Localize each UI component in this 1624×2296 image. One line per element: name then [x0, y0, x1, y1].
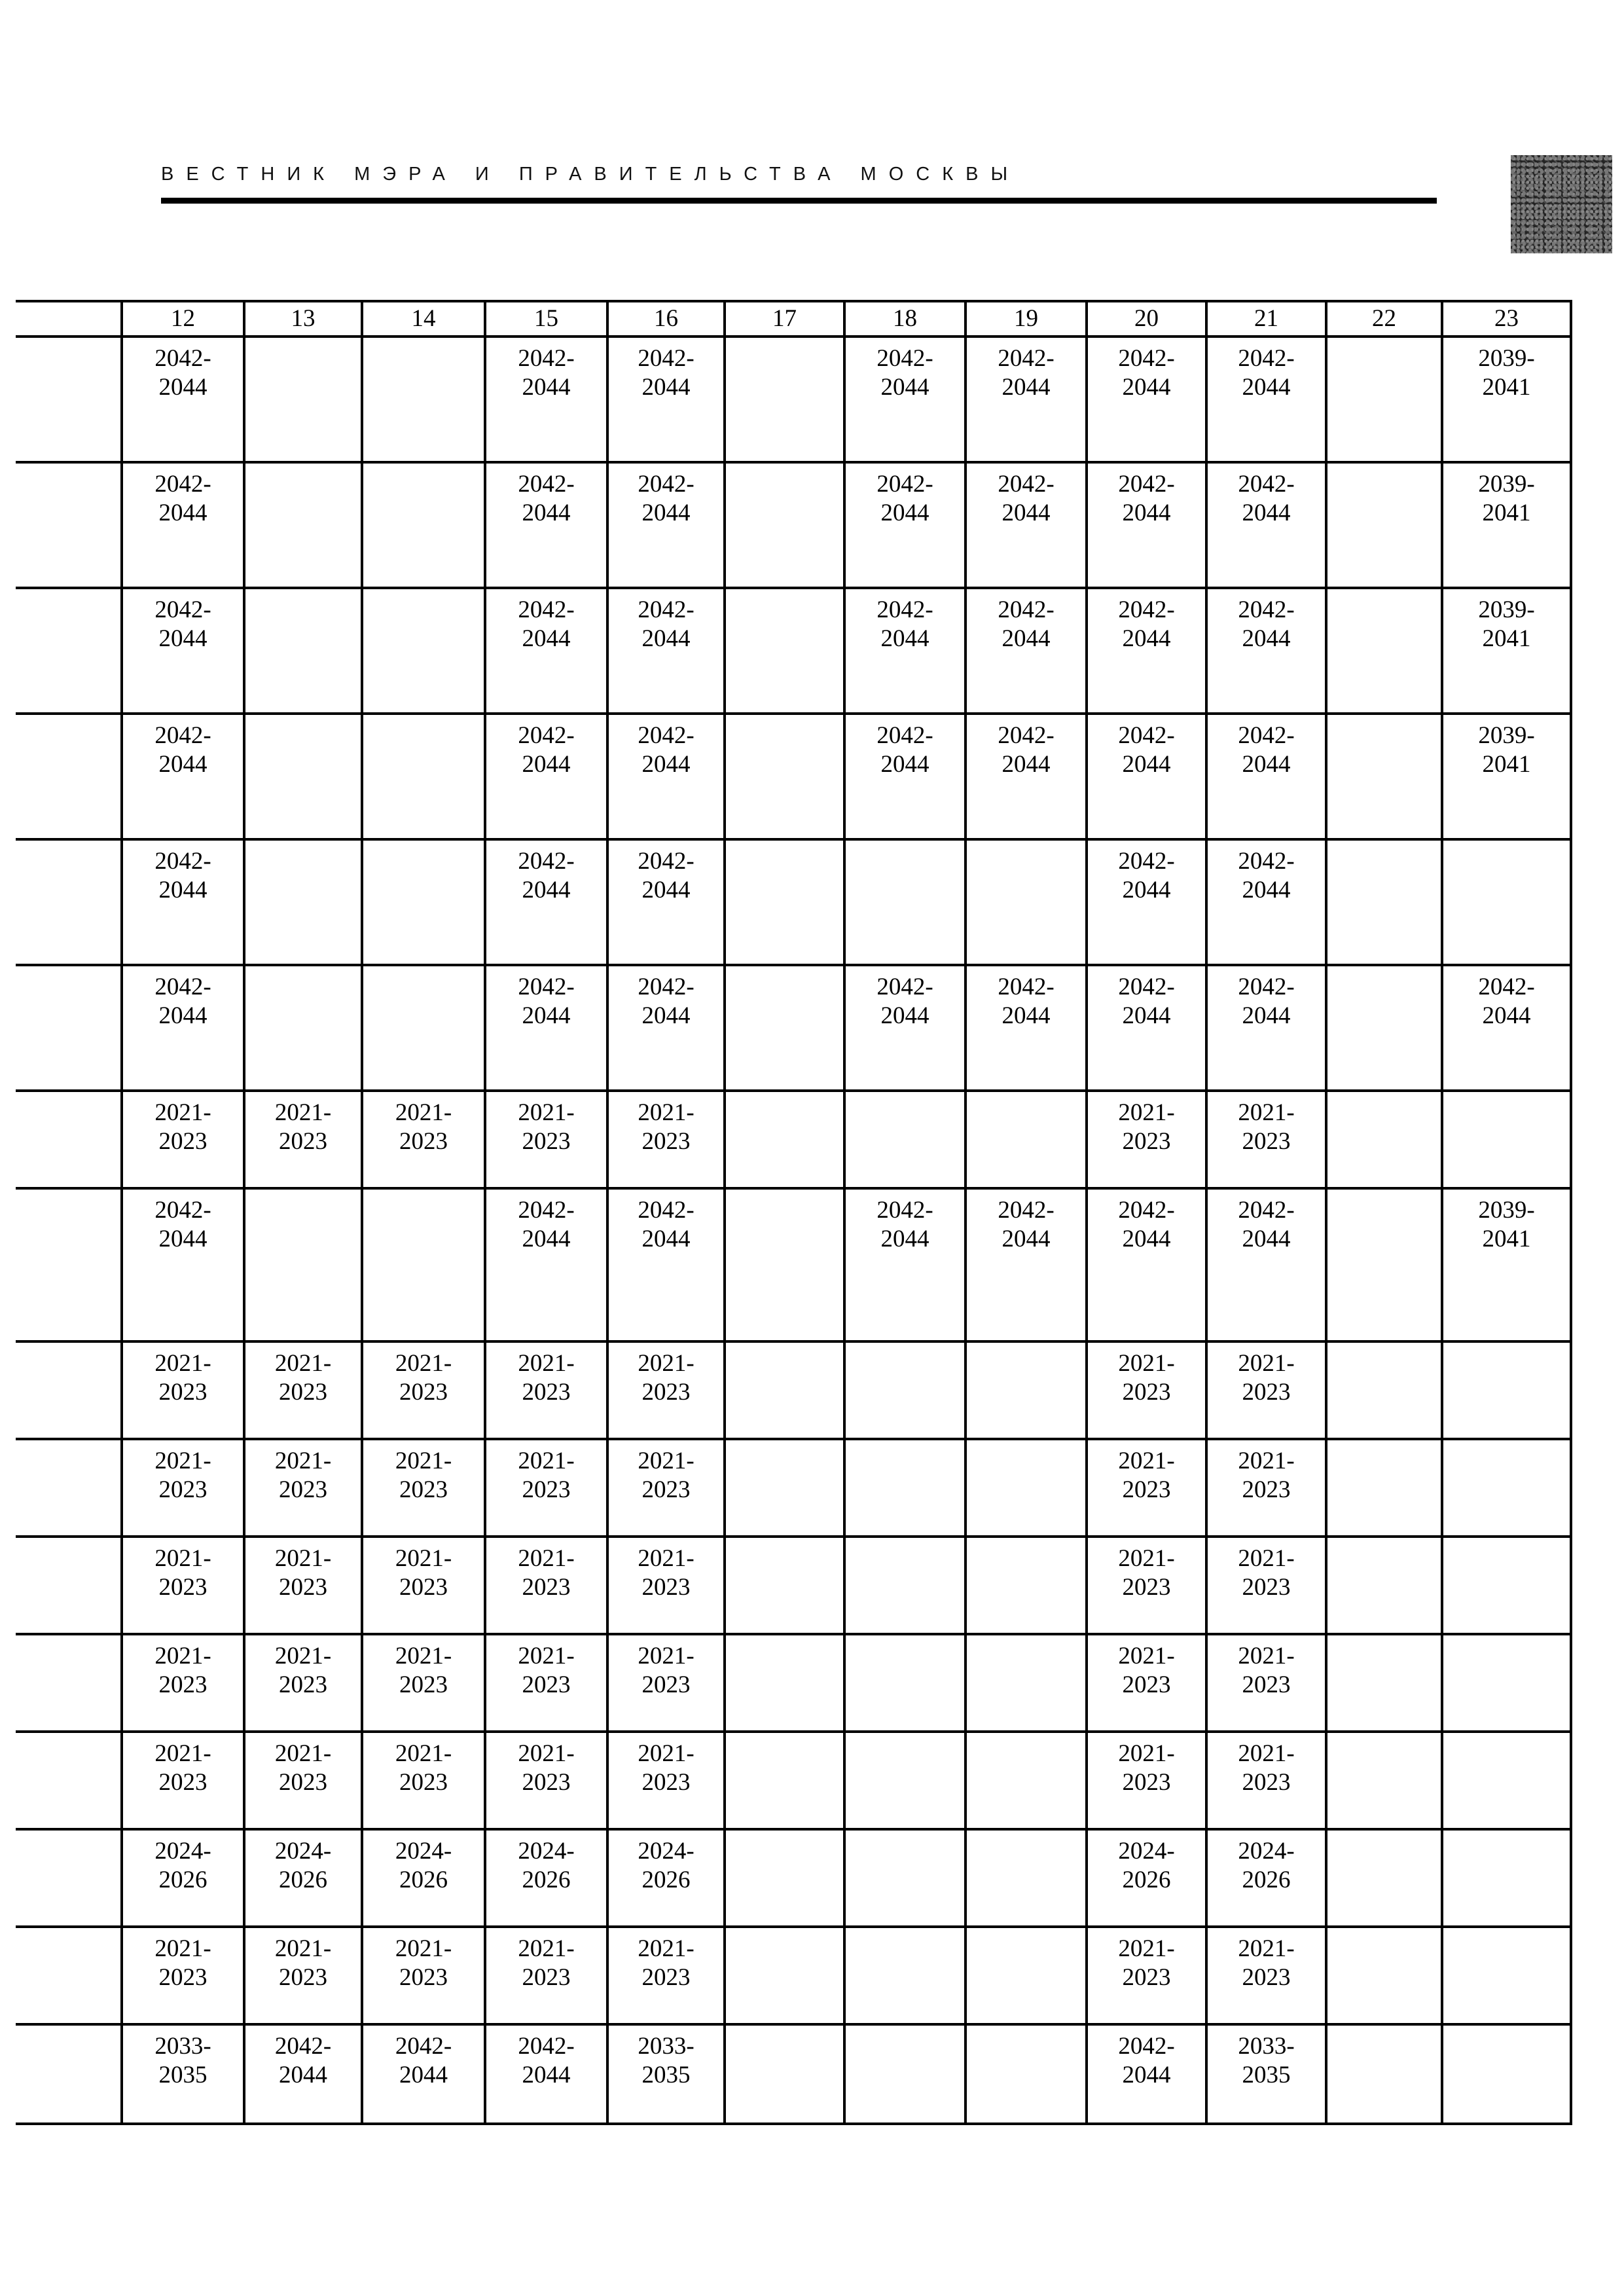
- table-cell: 2042- 2044: [485, 965, 607, 1091]
- table-cell: [362, 1188, 485, 1341]
- table-cell: 2042- 2044: [844, 714, 965, 839]
- table-cell: [16, 1927, 122, 2024]
- table-cell: [844, 2024, 965, 2124]
- column-header: 13: [244, 301, 362, 337]
- table-cell: 2021- 2023: [244, 1927, 362, 2024]
- table-cell: [16, 965, 122, 1091]
- table-cell: [244, 965, 362, 1091]
- table-cell: 2042- 2044: [122, 588, 244, 714]
- table-cell: [16, 714, 122, 839]
- table-cell: [1326, 588, 1442, 714]
- table-cell: [1326, 1634, 1442, 1732]
- schedule-table: [16, 300, 1572, 2125]
- table-cell: [1442, 1537, 1571, 1634]
- table-cell: 2042- 2044: [844, 462, 965, 588]
- table-cell: [725, 462, 844, 588]
- table-row: [16, 1439, 1571, 1537]
- table-cell: [1326, 839, 1442, 965]
- table-cell: [16, 337, 122, 462]
- table-cell: 2024- 2026: [607, 1829, 725, 1927]
- corner-thumb-tab: [1511, 155, 1612, 253]
- table-cell: [16, 1732, 122, 1829]
- table-cell: [965, 1439, 1087, 1537]
- table-cell: 2021- 2023: [1206, 1732, 1326, 1829]
- table-cell: 2042- 2044: [485, 714, 607, 839]
- table-cell: [16, 462, 122, 588]
- table-cell: 2042- 2044: [965, 965, 1087, 1091]
- table-cell: [362, 462, 485, 588]
- table-cell: [844, 1829, 965, 1927]
- table-cell: [725, 1732, 844, 1829]
- table-cell: 2042- 2044: [1087, 462, 1206, 588]
- column-header: 19: [965, 301, 1087, 337]
- table-cell: 2039- 2041: [1442, 588, 1571, 714]
- table-cell: 2021- 2023: [244, 1537, 362, 1634]
- table-cell: 2042- 2044: [965, 714, 1087, 839]
- table-row: [16, 1091, 1571, 1188]
- table-cell: [965, 1927, 1087, 2024]
- table-cell: 2024- 2026: [1206, 1829, 1326, 1927]
- table-cell: 2021- 2023: [244, 1091, 362, 1188]
- header-rule: [161, 198, 1437, 204]
- table-cell: [1326, 337, 1442, 462]
- table-cell: 2033- 2035: [122, 2024, 244, 2124]
- table-cell: [1326, 1091, 1442, 1188]
- table-cell: [16, 1341, 122, 1439]
- table-cell: 2042- 2044: [122, 965, 244, 1091]
- table-cell: 2021- 2023: [362, 1537, 485, 1634]
- table-cell: 2042- 2044: [607, 588, 725, 714]
- table-cell: [725, 1341, 844, 1439]
- table-cell: 2021- 2023: [244, 1732, 362, 1829]
- column-header: 12: [122, 301, 244, 337]
- table-cell: [844, 1091, 965, 1188]
- table-cell: 2021- 2023: [607, 1732, 725, 1829]
- table-cell: 2042- 2044: [965, 588, 1087, 714]
- table-cell: 2021- 2023: [1206, 1927, 1326, 2024]
- table-cell: [844, 1439, 965, 1537]
- table-cell: 2042- 2044: [1087, 337, 1206, 462]
- column-header: 14: [362, 301, 485, 337]
- table-cell: [244, 839, 362, 965]
- table-cell: 2042- 2044: [1206, 839, 1326, 965]
- table-cell: 2042- 2044: [244, 2024, 362, 2124]
- table-cell: 2021- 2023: [607, 1091, 725, 1188]
- table-cell: 2042- 2044: [485, 588, 607, 714]
- table-cell: 2024- 2026: [1087, 1829, 1206, 1927]
- column-header: 21: [1206, 301, 1326, 337]
- table-cell: 2021- 2023: [362, 1927, 485, 2024]
- table-cell: [16, 839, 122, 965]
- table-cell: 2021- 2023: [362, 1091, 485, 1188]
- table-row: [16, 1634, 1571, 1732]
- table-cell: [362, 588, 485, 714]
- table-cell: 2021- 2023: [1087, 1732, 1206, 1829]
- table-cell: [1326, 462, 1442, 588]
- table-cell: 2042- 2044: [1206, 462, 1326, 588]
- table-cell: [362, 839, 485, 965]
- table-cell: 2021- 2023: [607, 1634, 725, 1732]
- table-cell: [965, 1634, 1087, 1732]
- table-cell: [1326, 965, 1442, 1091]
- table-cell: [725, 337, 844, 462]
- column-header: 22: [1326, 301, 1442, 337]
- table-cell: 2021- 2023: [362, 1439, 485, 1537]
- table-cell: 2042- 2044: [607, 337, 725, 462]
- table-cell: 2021- 2023: [1087, 1439, 1206, 1537]
- table-cell: 2021- 2023: [244, 1341, 362, 1439]
- table-cell: [844, 1341, 965, 1439]
- table-cell: 2021- 2023: [362, 1634, 485, 1732]
- table-cell: [725, 714, 844, 839]
- table-cell: 2021- 2023: [122, 1439, 244, 1537]
- table-cell: [1442, 1829, 1571, 1927]
- column-header: 23: [1442, 301, 1571, 337]
- table-cell: [844, 1537, 965, 1634]
- table-cell: [16, 588, 122, 714]
- table-cell: [1442, 1927, 1571, 2024]
- table-cell: 2042- 2044: [485, 462, 607, 588]
- table-cell: 2033- 2035: [1206, 2024, 1326, 2124]
- table-row: [16, 1732, 1571, 1829]
- table-cell: 2021- 2023: [362, 1732, 485, 1829]
- table-cell: [844, 1634, 965, 1732]
- column-header: 16: [607, 301, 725, 337]
- table-cell: [725, 965, 844, 1091]
- table-cell: [725, 1091, 844, 1188]
- table-cell: 2042- 2044: [1206, 965, 1326, 1091]
- table-cell: 2042- 2044: [485, 839, 607, 965]
- table-cell: 2021- 2023: [1206, 1634, 1326, 1732]
- table-cell: [16, 1439, 122, 1537]
- table-cell: 2042- 2044: [844, 965, 965, 1091]
- column-header: [16, 301, 122, 337]
- table-cell: 2042- 2044: [607, 839, 725, 965]
- table-header-row: [16, 301, 1571, 337]
- table-cell: 2021- 2023: [244, 1439, 362, 1537]
- table-cell: 2042- 2044: [362, 2024, 485, 2124]
- table-cell: 2042- 2044: [1206, 714, 1326, 839]
- table-cell: 2021- 2023: [1087, 1927, 1206, 2024]
- table-row: [16, 462, 1571, 588]
- column-header: 17: [725, 301, 844, 337]
- table-row: [16, 714, 1571, 839]
- table-cell: [725, 1188, 844, 1341]
- table-cell: 2021- 2023: [485, 1927, 607, 2024]
- table-cell: 2042- 2044: [844, 588, 965, 714]
- table-cell: 2042- 2044: [1206, 588, 1326, 714]
- table-cell: [1442, 1439, 1571, 1537]
- table-cell: 2039- 2041: [1442, 714, 1571, 839]
- table-cell: [16, 1829, 122, 1927]
- table-cell: [725, 1439, 844, 1537]
- table-cell: 2021- 2023: [607, 1927, 725, 2024]
- table-cell: [844, 1927, 965, 2024]
- table-cell: 2021- 2023: [1087, 1537, 1206, 1634]
- table-cell: [965, 1537, 1087, 1634]
- table-cell: [1442, 1634, 1571, 1732]
- table-cell: 2042- 2044: [122, 462, 244, 588]
- table-cell: 2042- 2044: [1087, 714, 1206, 839]
- column-header: 18: [844, 301, 965, 337]
- table-cell: 2021- 2023: [1087, 1634, 1206, 1732]
- table-cell: 2042- 2044: [122, 839, 244, 965]
- table-cell: [965, 1732, 1087, 1829]
- table-cell: [362, 965, 485, 1091]
- table-cell: 2024- 2026: [362, 1829, 485, 1927]
- table-cell: 2021- 2023: [122, 1732, 244, 1829]
- table-cell: 2033- 2035: [607, 2024, 725, 2124]
- table-cell: [16, 1091, 122, 1188]
- table-cell: [965, 1341, 1087, 1439]
- table-cell: [362, 714, 485, 839]
- table-cell: [1326, 1537, 1442, 1634]
- table-cell: [1326, 714, 1442, 839]
- table-cell: [244, 337, 362, 462]
- table-cell: [965, 1091, 1087, 1188]
- table-cell: [1326, 1829, 1442, 1927]
- table-cell: [725, 1927, 844, 2024]
- table-cell: 2042- 2044: [485, 337, 607, 462]
- column-header: 20: [1087, 301, 1206, 337]
- table-cell: 2021- 2023: [1206, 1091, 1326, 1188]
- table-row: [16, 1927, 1571, 2024]
- table-cell: 2021- 2023: [1087, 1341, 1206, 1439]
- table-cell: 2039- 2041: [1442, 337, 1571, 462]
- table-cell: [244, 714, 362, 839]
- table-row: [16, 337, 1571, 462]
- table-cell: 2042- 2044: [485, 2024, 607, 2124]
- table-cell: 2042- 2044: [1087, 839, 1206, 965]
- table-cell: 2042- 2044: [1206, 337, 1326, 462]
- table-row: [16, 1188, 1571, 1341]
- table-cell: 2042- 2044: [607, 965, 725, 1091]
- table-cell: 2042- 2044: [485, 1188, 607, 1341]
- table-cell: 2042- 2044: [607, 1188, 725, 1341]
- table-cell: 2042- 2044: [1087, 1188, 1206, 1341]
- table-cell: 2042- 2044: [122, 1188, 244, 1341]
- table-cell: [1442, 1732, 1571, 1829]
- table-cell: [16, 2024, 122, 2124]
- table-cell: [1442, 2024, 1571, 2124]
- table-row: [16, 965, 1571, 1091]
- table-cell: 2021- 2023: [607, 1341, 725, 1439]
- table-cell: [244, 588, 362, 714]
- table-cell: 2021- 2023: [485, 1341, 607, 1439]
- table-cell: 2042- 2044: [122, 337, 244, 462]
- table-cell: [1442, 839, 1571, 965]
- table-row: [16, 1829, 1571, 1927]
- table-cell: [725, 588, 844, 714]
- table-row: [16, 839, 1571, 965]
- table-cell: 2042- 2044: [122, 714, 244, 839]
- table-cell: 2021- 2023: [607, 1537, 725, 1634]
- table-cell: 2042- 2044: [1087, 965, 1206, 1091]
- table-cell: [1326, 1927, 1442, 2024]
- table-cell: [965, 2024, 1087, 2124]
- table-row: [16, 1341, 1571, 1439]
- table-cell: 2021- 2023: [485, 1439, 607, 1537]
- table-cell: 2021- 2023: [1206, 1341, 1326, 1439]
- table-cell: 2021- 2023: [1206, 1439, 1326, 1537]
- table-cell: [1442, 1091, 1571, 1188]
- table-cell: [1326, 1439, 1442, 1537]
- table-cell: [244, 1188, 362, 1341]
- table-cell: 2021- 2023: [362, 1341, 485, 1439]
- running-head: ВЕСТНИК МЭРА И ПРАВИТЕЛЬСТВА МОСКВЫ: [161, 164, 1020, 185]
- table-cell: 2042- 2044: [965, 1188, 1087, 1341]
- table-cell: 2042- 2044: [1206, 1188, 1326, 1341]
- table-cell: [1326, 2024, 1442, 2124]
- table-cell: [965, 1829, 1087, 1927]
- table-cell: 2021- 2023: [1206, 1537, 1326, 1634]
- table-cell: [725, 2024, 844, 2124]
- table-cell: [844, 1732, 965, 1829]
- table-cell: 2021- 2023: [485, 1537, 607, 1634]
- table-cell: [725, 1634, 844, 1732]
- table-cell: 2042- 2044: [607, 462, 725, 588]
- table-cell: 2039- 2041: [1442, 462, 1571, 588]
- table-cell: [16, 1537, 122, 1634]
- table-cell: [16, 1634, 122, 1732]
- table-cell: 2042- 2044: [965, 337, 1087, 462]
- table-cell: 2021- 2023: [122, 1537, 244, 1634]
- table-cell: 2021- 2023: [607, 1439, 725, 1537]
- table-cell: [244, 462, 362, 588]
- table-cell: 2024- 2026: [485, 1829, 607, 1927]
- table-cell: 2021- 2023: [485, 1091, 607, 1188]
- table-cell: 2042- 2044: [844, 337, 965, 462]
- table-cell: 2042- 2044: [1087, 2024, 1206, 2124]
- table-cell: [725, 839, 844, 965]
- table-cell: 2021- 2023: [244, 1634, 362, 1732]
- table-cell: [725, 1829, 844, 1927]
- table-cell: [725, 1537, 844, 1634]
- table-cell: 2042- 2044: [844, 1188, 965, 1341]
- table-cell: [16, 1188, 122, 1341]
- table-cell: [1442, 1341, 1571, 1439]
- table-cell: 2021- 2023: [485, 1732, 607, 1829]
- table-cell: 2024- 2026: [244, 1829, 362, 1927]
- table-cell: 2021- 2023: [1087, 1091, 1206, 1188]
- table-cell: [844, 839, 965, 965]
- table-cell: [965, 839, 1087, 965]
- table-cell: 2021- 2023: [485, 1634, 607, 1732]
- table-cell: [362, 337, 485, 462]
- table-cell: 2024- 2026: [122, 1829, 244, 1927]
- table-row: [16, 2024, 1571, 2124]
- table-row: [16, 588, 1571, 714]
- table-cell: 2042- 2044: [607, 714, 725, 839]
- table-cell: 2021- 2023: [122, 1091, 244, 1188]
- column-header: 15: [485, 301, 607, 337]
- table-cell: 2042- 2044: [1442, 965, 1571, 1091]
- table-cell: [1326, 1188, 1442, 1341]
- table-cell: 2042- 2044: [965, 462, 1087, 588]
- table-cell: 2021- 2023: [122, 1927, 244, 2024]
- table-cell: [1326, 1732, 1442, 1829]
- table-cell: 2021- 2023: [122, 1634, 244, 1732]
- table-cell: 2042- 2044: [1087, 588, 1206, 714]
- table-cell: 2039- 2041: [1442, 1188, 1571, 1341]
- table-row: [16, 1537, 1571, 1634]
- table-cell: 2021- 2023: [122, 1341, 244, 1439]
- table-cell: [1326, 1341, 1442, 1439]
